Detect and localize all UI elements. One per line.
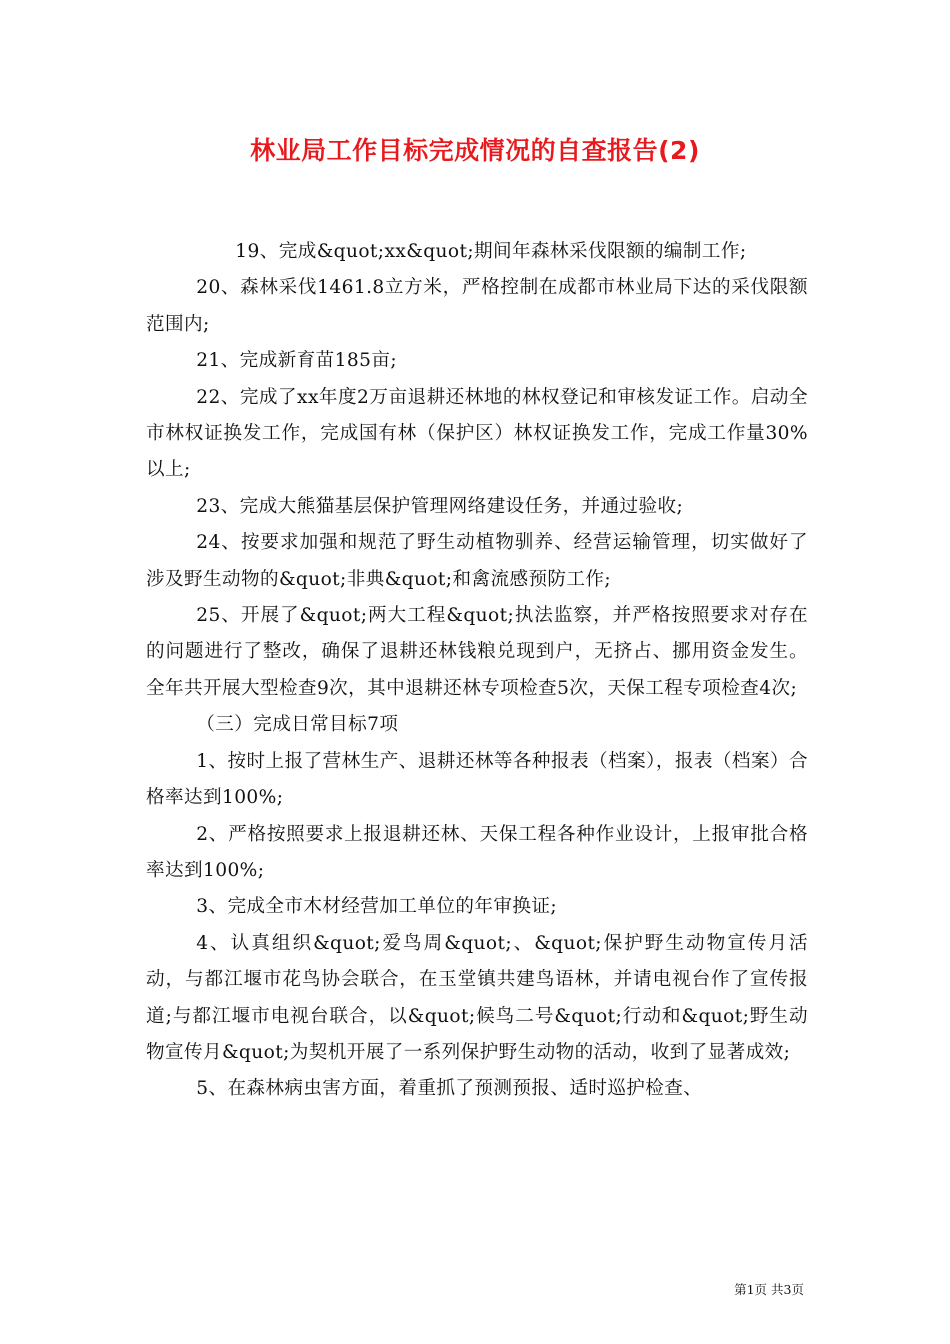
paragraph: 24、按要求加强和规范了野生动植物驯养、经营运输管理，切实做好了涉及野生动物的&quot;非典&quot;和禽流感预防工作; <box>146 532 808 590</box>
paragraph: 3、完成全市木材经营加工单位的年审换证; <box>196 896 558 918</box>
paragraph: 19、完成&quot;xx&quot;期间年森林采伐限额的编制工作; <box>235 241 747 262</box>
paragraph: 4、认真组织&quot;爱鸟周&quot;、&quot;保护野生动物宣传月活动，与都江堰市花鸟协会联合，在玉堂镇共建鸟语林，并请电视台作了宣传报道;与都江堰市电视台联合，以&quot;候鸟二号&quot;行动和&quot;野生动物宣传月&quot;为契机开展了一系列保护野生动物的活动，收到了显著成效; <box>146 932 808 1063</box>
document-body <box>146 234 808 1108</box>
paragraph: 25、开展了&quot;两大工程&quot;执法监察，并严格按照要求对存在的问题进行了整改，确保了退耕还林钱粮兑现到户，无挤占、挪用资金发生。全年共开展大型检查9次，其中退耕还林专项检查5次，天保工程专项检查4次; <box>146 605 808 699</box>
paragraph: 21、完成新育苗185亩; <box>196 350 397 372</box>
paragraph: 2、严格按照要求上报退耕还林、天保工程各种作业设计，上报审批合格率达到100%; <box>146 823 808 881</box>
section-heading: （三）完成日常目标7项 <box>196 714 399 736</box>
paragraph: 1、按时上报了营林生产、退耕还林等各种报表（档案），报表（档案）合格率达到100%; <box>146 750 808 809</box>
paragraph: 20、森林采伐1461.8立方米，严格控制在成都市林业局下达的采伐限额范围内; <box>146 277 808 335</box>
page-number: 第1页 共3页 <box>734 1282 804 1297</box>
paragraph: 23、完成大熊猫基层保护管理网络建设任务，并通过验收; <box>196 495 684 517</box>
paragraph: 5、在森林病虫害方面，着重抓了预测预报、适时巡护检查、 <box>196 1078 703 1100</box>
paragraph: 22、完成了xx年度2万亩退耕还林地的林权登记和审核发证工作。启动全市林权证换发工作，完成国有林（保护区）林权证换发工作，完成工作量30%以上; <box>146 386 808 481</box>
document-title: 林业局工作目标完成情况的自查报告(2) <box>250 136 700 165</box>
